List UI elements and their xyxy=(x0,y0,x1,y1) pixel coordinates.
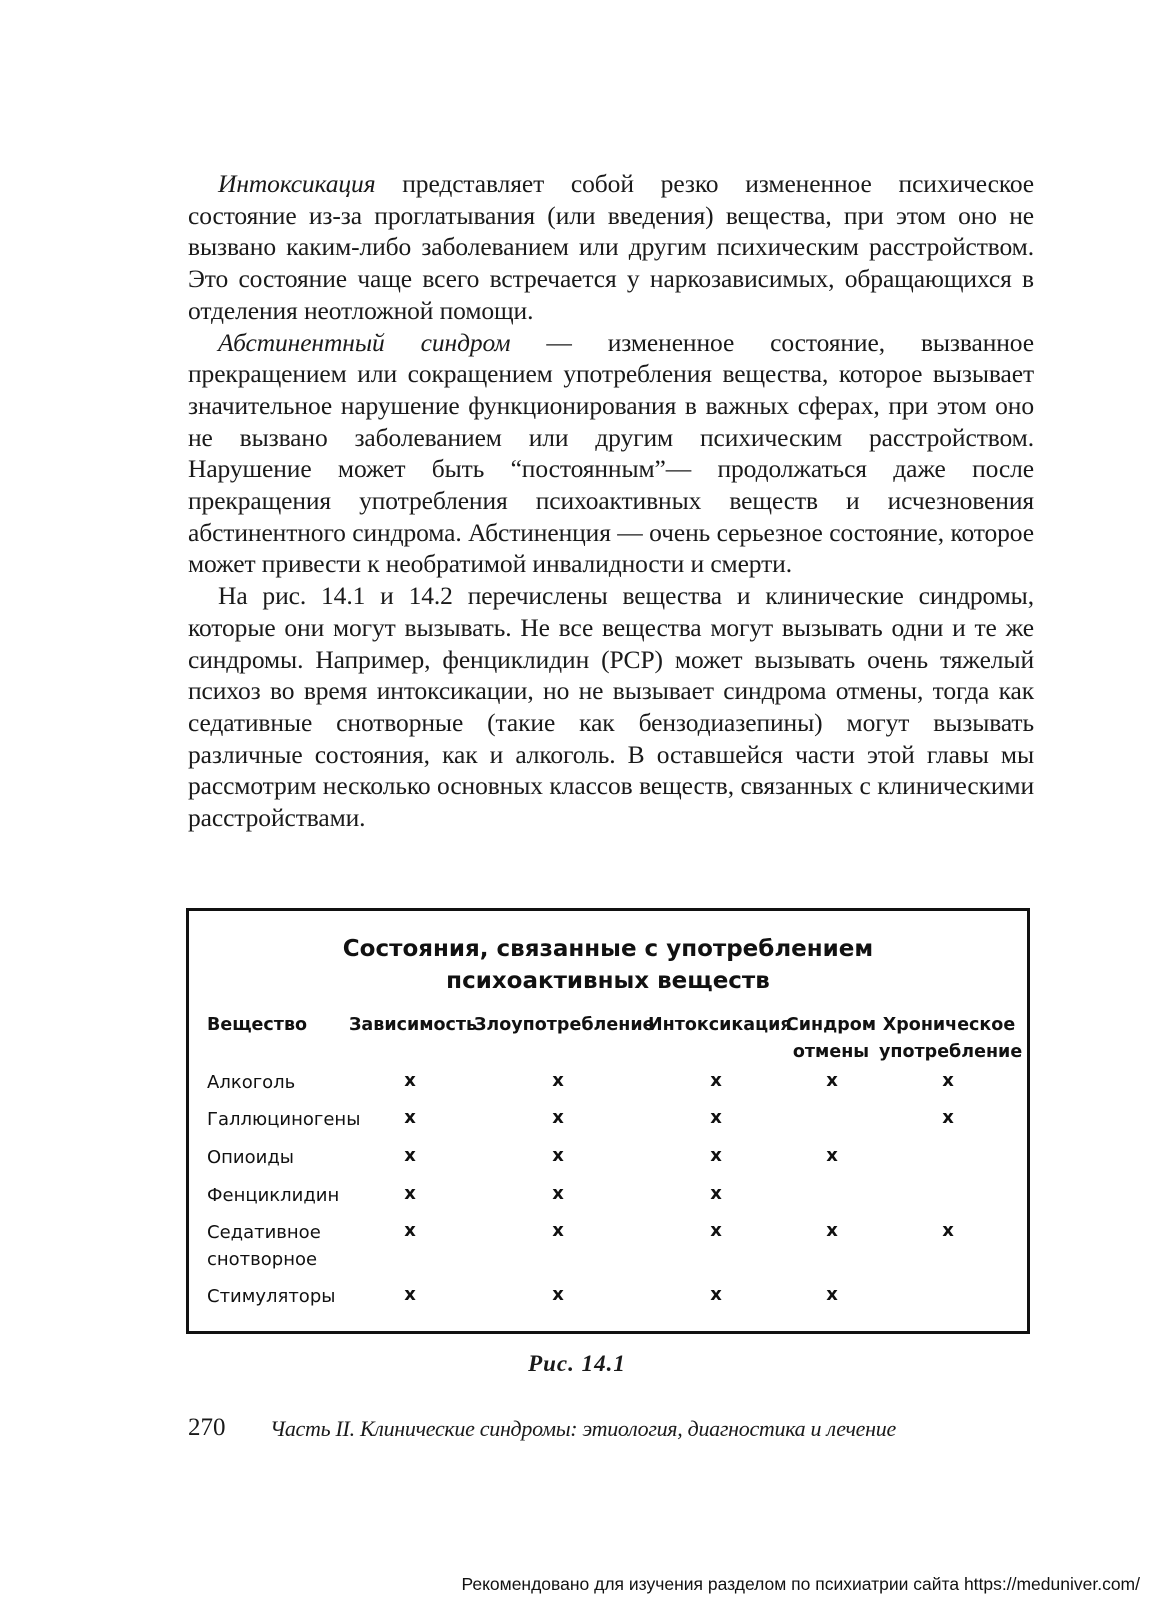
figure-caption: Рис. 14.1 xyxy=(528,1351,626,1376)
table-cell-mark: x xyxy=(826,1070,838,1091)
table-cell-mark: x xyxy=(552,1145,564,1166)
header-substance: Вещество xyxy=(207,1015,308,1035)
table-cell-mark: x xyxy=(826,1145,838,1166)
row-label xyxy=(207,1283,335,1310)
table-cell-mark: x xyxy=(404,1107,416,1128)
header-dependence: Зависимость xyxy=(349,1015,478,1035)
table-cell-mark: x xyxy=(710,1220,722,1241)
table-cell-mark: x xyxy=(710,1183,722,1204)
header-intoxication: Интоксикация xyxy=(648,1015,792,1035)
paragraph-text: представляет собой резко измененное психическое состояние из-за проглатывания (или введения) вещества, при этом оно не вызвано каким-либо заболеванием или другим психическим расстройством. Это состояние чаще всего встречается у наркозависимых, обращающихся в отделения неотложной помощи. xyxy=(188,169,1034,325)
watermark: Рекомендовано для изучения разделом по психиатрии сайта https://meduniver.com/ xyxy=(461,1574,1140,1594)
table-cell-mark: x xyxy=(942,1220,954,1241)
table-cell-mark: x xyxy=(552,1107,564,1128)
body-text xyxy=(188,168,1034,834)
table-cell-mark: x xyxy=(552,1220,564,1241)
table-cell-mark: x xyxy=(942,1107,954,1128)
table-cell-mark: x xyxy=(404,1145,416,1166)
header-withdrawal-line-2: отмены xyxy=(792,1042,870,1062)
figure-table-box xyxy=(186,908,1030,1334)
row-label xyxy=(207,1069,295,1096)
header-chronic-line-2: употребление xyxy=(879,1042,1023,1062)
paragraph-text: На рис. 14.1 и 14.2 перечислены вещества и клинические синдромы, которые они могут вызывать. Не все вещества могут вызывать одни и те же синдромы. Например, фенциклидин (PCP) может вызывать очень тяжелый психоз во время интоксикации, но не вызывает синдрома отмены, тогда как седативные снотворные (такие как бензодиазепины) могут вызывать различные состояния, как и алкоголь. В оставшейся части этой главы мы рассмотрим несколько основных классов веществ, связанных с клиническими расстройствами. xyxy=(188,581,1034,833)
page-number: 270 xyxy=(188,1414,226,1441)
paragraph-text: — измененное состояние, вызванное прекращением или сокращением употребления вещества, которое вызывает значительное нарушение функционирования в важных сферах, при этом оно не вызвано заболеванием или другим психическим расстройством. Нарушение может быть “постоянным”— продолжаться даже после прекращения употребления психоактивных веществ и исчезновения абстинентного синдрома. Абстиненция — очень серьезное состояние, которое может привести к необратимой инвалидности и смерти. xyxy=(188,327,1034,579)
row-label-line-1: Стимуляторы xyxy=(207,1286,336,1307)
header-chronic-line-1: Хроническое xyxy=(882,1015,1016,1035)
table-cell-mark: x xyxy=(826,1284,838,1305)
header-chronic-use xyxy=(879,1012,1023,1066)
paragraph-figures xyxy=(188,580,1034,834)
row-label xyxy=(207,1144,294,1171)
running-title: Часть II. Клинические синдромы: этиология, диагностика и лечение xyxy=(270,1416,896,1441)
table-cell-mark: x xyxy=(710,1107,722,1128)
table-cell-mark: x xyxy=(942,1070,954,1091)
table-cell-mark: x xyxy=(710,1284,722,1305)
row-label-line-1: Галлюциногены xyxy=(207,1109,361,1130)
row-label-line-1: Алкоголь xyxy=(207,1072,296,1093)
header-withdrawal-line-1: Синдром xyxy=(785,1015,877,1035)
paragraph-intoxication xyxy=(188,168,1034,327)
row-label-line-2: снотворное xyxy=(207,1249,318,1270)
row-label xyxy=(207,1182,339,1209)
table-cell-mark: x xyxy=(710,1145,722,1166)
header-withdrawal xyxy=(781,1012,881,1066)
table-cell-mark: x xyxy=(404,1284,416,1305)
row-label xyxy=(207,1106,360,1133)
table-cell-mark: x xyxy=(404,1220,416,1241)
header-abuse: Злоупотребление xyxy=(474,1015,655,1035)
term-intoxication: Интоксикация xyxy=(218,169,376,198)
row-label xyxy=(207,1219,321,1273)
figure-title xyxy=(189,933,1027,997)
table-cell-mark: x xyxy=(404,1183,416,1204)
row-label-line-1: Опиоиды xyxy=(207,1147,295,1168)
figure-title-line-2: психоактивных веществ xyxy=(446,968,770,994)
figure-title-line-1: Состояния, связанные с употреблением xyxy=(342,936,874,962)
table-cell-mark: x xyxy=(826,1220,838,1241)
table-cell-mark: x xyxy=(404,1070,416,1091)
table-cell-mark: x xyxy=(710,1070,722,1091)
table-cell-mark: x xyxy=(552,1183,564,1204)
row-label-line-1: Седативное xyxy=(207,1222,321,1243)
table-cell-mark: x xyxy=(552,1284,564,1305)
paragraph-withdrawal xyxy=(188,327,1034,581)
term-withdrawal: Абстинентный синдром xyxy=(218,327,511,357)
table-cell-mark: x xyxy=(552,1070,564,1091)
row-label-line-1: Фенциклидин xyxy=(207,1185,340,1206)
